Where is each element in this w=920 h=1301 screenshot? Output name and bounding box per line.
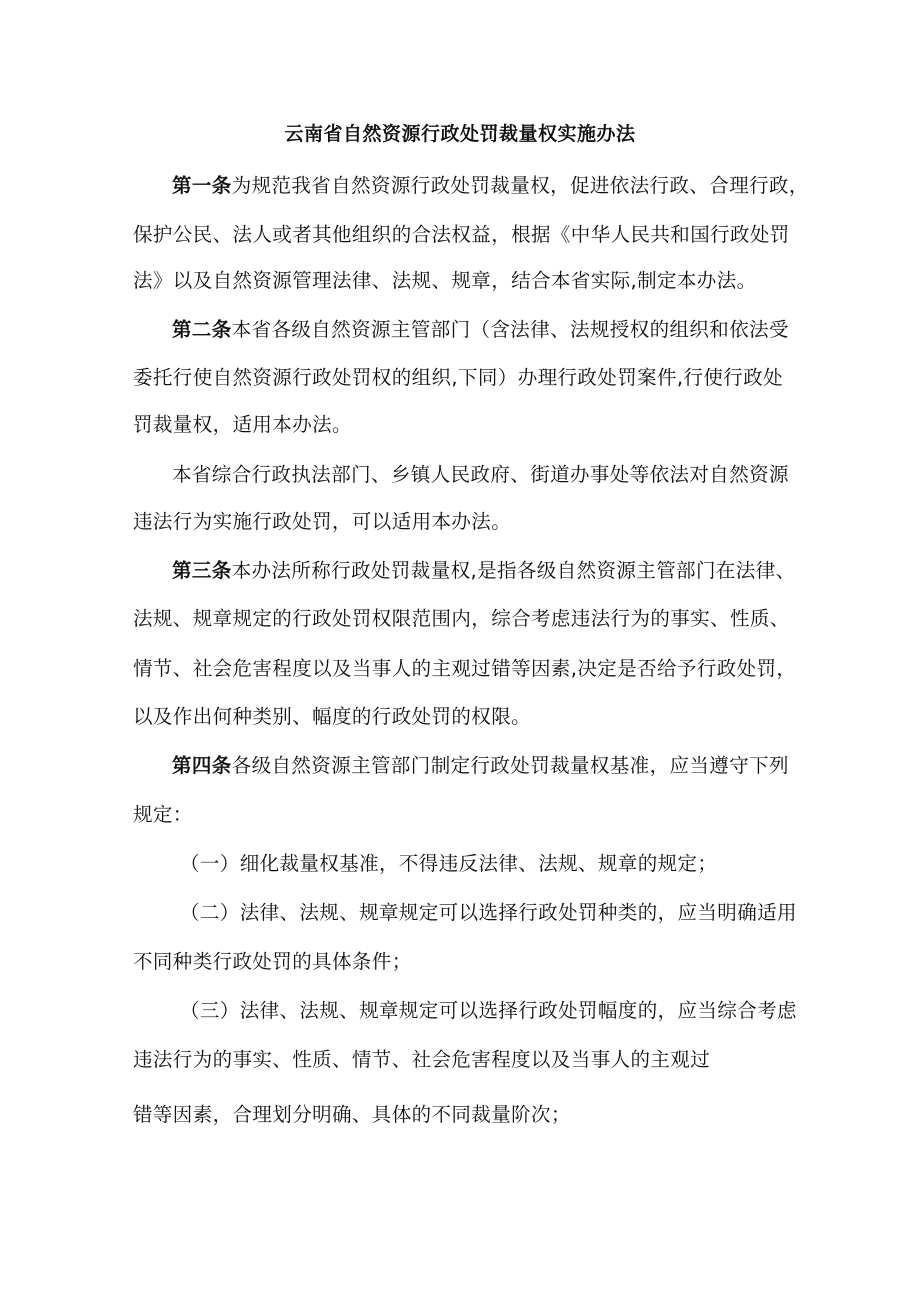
article-3-label: 第三条: [172, 559, 232, 582]
article-1-line-3: 法》以及自然资源管理法律、法规、规章，结合本省实际,制定本办法。: [133, 269, 757, 292]
article-4-line-2: 规定：: [133, 803, 193, 826]
item-2-line-2: 不同种类行政处罚的具体条件；: [133, 950, 412, 973]
article-2-para-2-line-2: 违法行为实施行政处罚，可以适用本办法。: [133, 510, 512, 533]
article-3-line-1: [172, 557, 796, 585]
article-1-line-1: [172, 172, 809, 200]
article-4-text: 各级自然资源主管部门制定行政处罚裁量权基准，应当遵守下列: [231, 754, 789, 777]
article-2-label: 第二条: [172, 318, 232, 341]
article-3-line-4: 以及作出何种类别、幅度的行政处罚的权限。: [133, 705, 532, 728]
article-3-line-3: 情节、社会危害程度以及当事人的主观过错等因素,决定是否给予行政处罚，: [133, 657, 797, 680]
article-1-text: 为规范我省自然资源行政处罚裁量权，促进依法行政、合理行政，: [231, 174, 809, 197]
item-3-line-1: （三）法律、法规、规章规定可以选择行政处罚幅度的，应当综合考虑: [180, 999, 797, 1022]
article-2-para-2-line-1: 本省综合行政执法部门、乡镇人民政府、街道办事处等依法对自然资源: [172, 463, 789, 486]
article-3-text: 本办法所称行政处罚裁量权,是指各级自然资源主管部门在法律、: [231, 559, 796, 582]
item-3-line-3: 错等因素，合理划分明确、具体的不同裁量阶次；: [133, 1103, 571, 1126]
article-1-line-2: 保护公民、法人或者其他组织的合法权益，根据《中华人民共和国行政处罚: [133, 223, 790, 246]
item-3-line-2: 违法行为的事实、性质、情节、社会危害程度以及当事人的主观过: [133, 1048, 711, 1071]
article-2-line-2: 委托行使自然资源行政处罚权的组织,下同）办理行政处罚案件,行使行政处: [133, 366, 783, 389]
article-1-label: 第一条: [172, 174, 232, 197]
item-2-line-1: （二）法律、法规、规章规定可以选择行政处罚种类的，应当明确适用: [180, 901, 797, 924]
article-4-label: 第四条: [172, 754, 232, 777]
document-title: 云南省自然资源行政处罚裁量权实施办法: [284, 123, 636, 145]
article-2-line-3: 罚裁量权，适用本办法。: [133, 413, 352, 436]
item-1-line-1: （一）细化裁量权基准，不得违反法律、法规、规章的规定；: [180, 852, 718, 875]
article-2-text: 本省各级自然资源主管部门（含法律、法规授权的组织和依法受: [231, 318, 789, 341]
article-3-line-2: 法规、规章规定的行政处罚权限范围内，综合考虑违法行为的事实、性质、: [133, 607, 790, 630]
article-2-line-1: [172, 316, 789, 344]
article-4-line-1: [172, 752, 789, 780]
